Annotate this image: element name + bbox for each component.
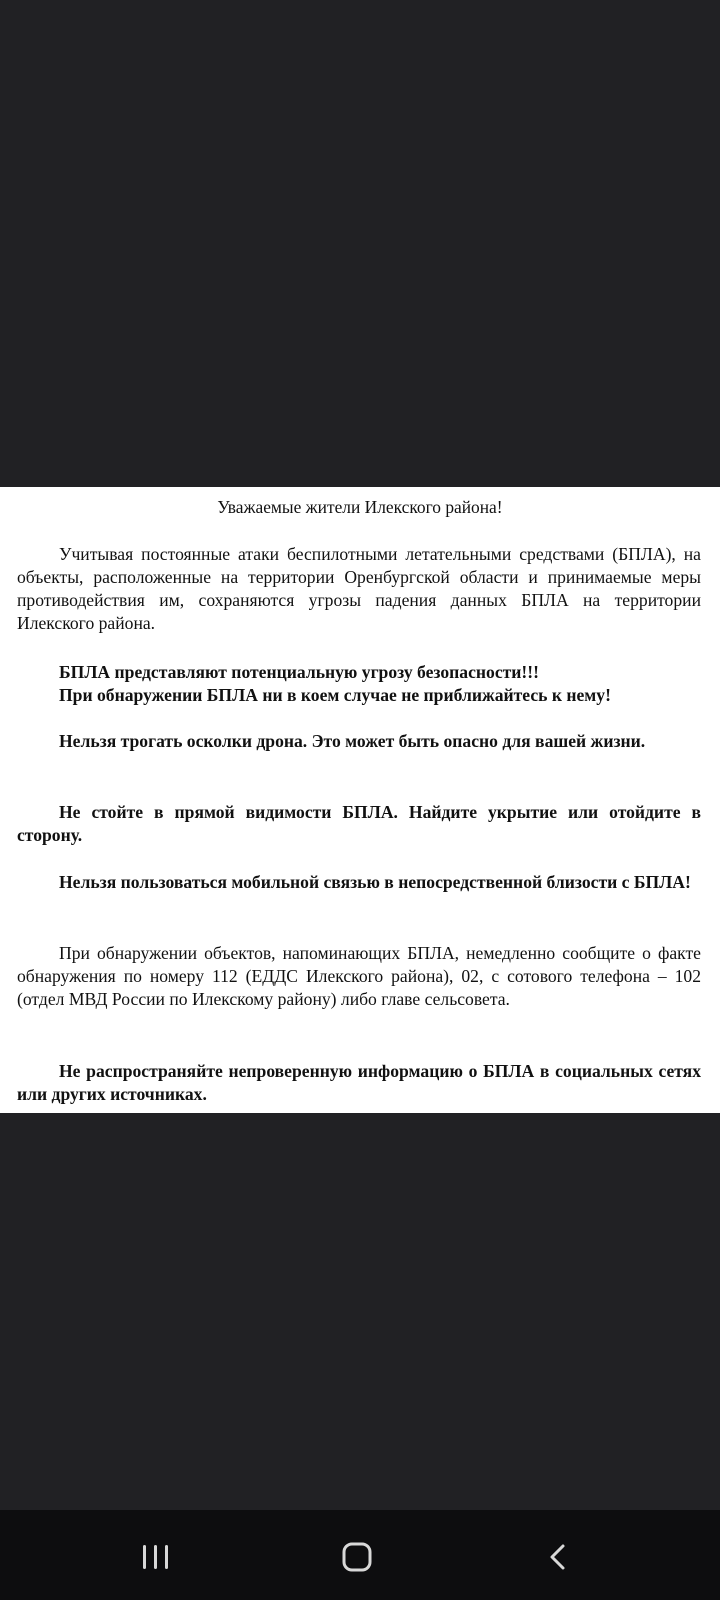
visibility-warning: Не стойте в прямой видимости БПЛА. Найдите укрытие или отойдите в сторону. (17, 802, 701, 845)
home-button[interactable] (317, 1532, 397, 1582)
misinformation-warning: Не распространяйте непроверенную информацию о БПЛА в социальных сетях или других источниках. (17, 1061, 701, 1104)
home-icon (341, 1542, 373, 1572)
system-navigation-bar (0, 1510, 720, 1600)
recents-icon (140, 1542, 172, 1572)
announcement-document (0, 487, 720, 1113)
mobile-warning: Нельзя пользоваться мобильной связью в непосредственной близости с БПЛА! (59, 872, 691, 892)
report-instructions: При обнаружении объектов, напоминающих БПЛА, немедленно сообщите о факте обнаружения по номеру 112 (ЕДДС Илекского района), 02, с сотового телефона – 102 (отдел МВД России по Илекскому району) либо главе сельсовета. (17, 943, 701, 1009)
document-title: Уважаемые жители Илекского района! (217, 497, 503, 517)
recents-button[interactable] (116, 1532, 196, 1582)
debris-warning: Нельзя трогать осколки дрона. Это может быть опасно для вашей жизни. (59, 731, 646, 751)
intro-paragraph: Учитывая постоянные атаки беспилотными летательными средствами (БПЛА), на объекты, расположенные на территории Оренбургской области и принимаемые меры противодействия им, сохраняются угрозы падения данных БПЛА на территории Илекского района. (17, 544, 701, 633)
back-button[interactable] (519, 1532, 599, 1582)
back-icon (543, 1541, 575, 1573)
danger-warning: БПЛА представляют потенциальную угрозу безопасности!!! (59, 662, 540, 682)
approach-warning: При обнаружении БПЛА ни в коем случае не приближайтесь к нему! (59, 685, 611, 705)
